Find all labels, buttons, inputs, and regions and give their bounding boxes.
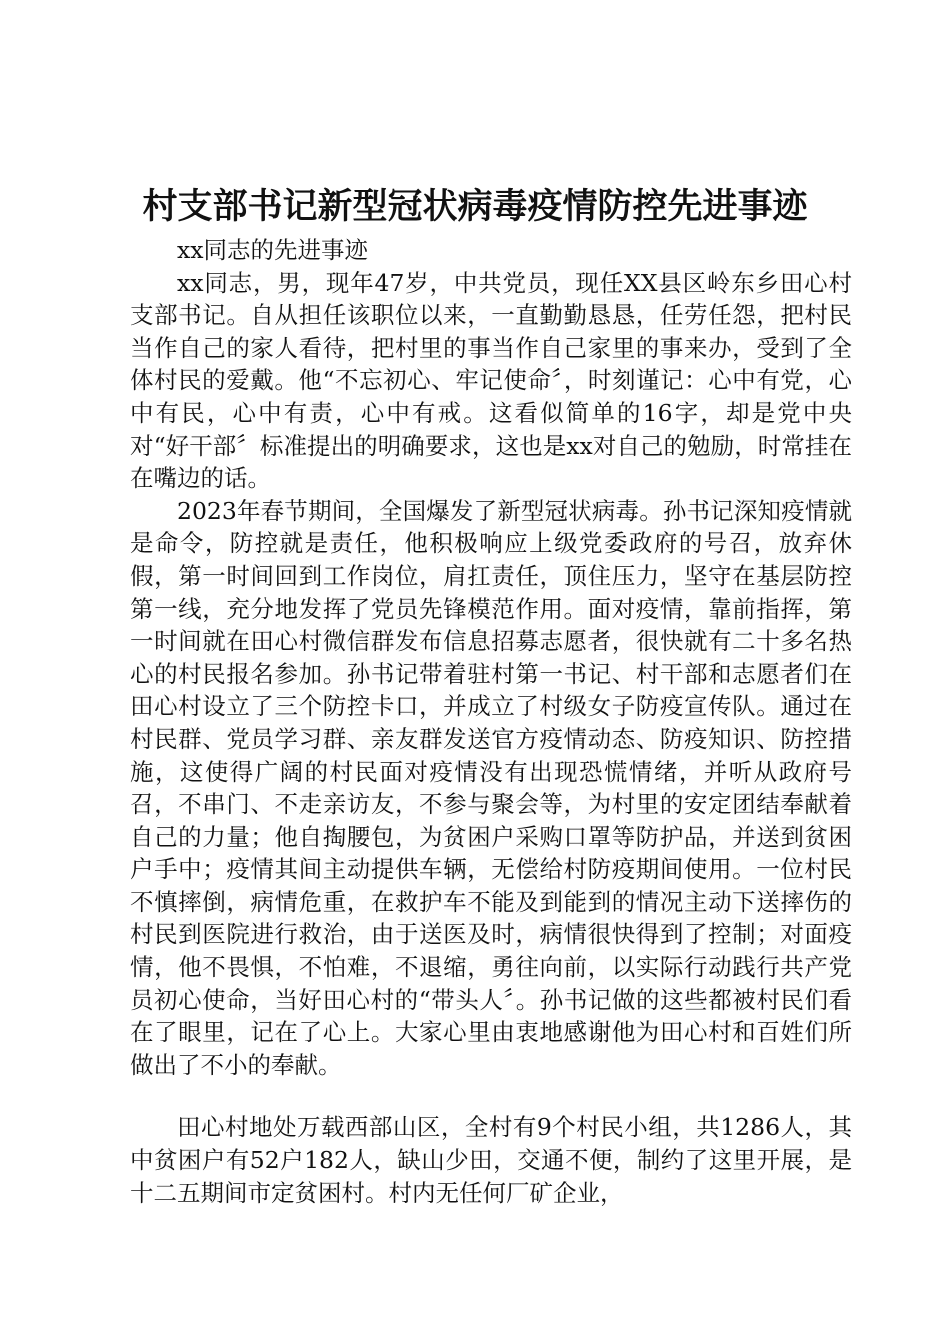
paragraph-subtitle: xx同志的先进事迹 xyxy=(177,236,369,264)
paragraph-epidemic-response: 2023年春节期间，全国爆发了新型冠状病毒。孙书记深知疫情就是命令，防控就是责任，他积极响应上级党委政府的号召，放弃休假，第一时间回到工作岗位，肩扛责任，顶住压力，坚守在基层防控第一线，充分地发挥了党员先锋模范作用。面对疫情，靠前指挥，第一时间就在田心村微信群发布信息招募志愿者，很快就有二十多名热心的村民报名参加。孙书记带着驻村第一书记、村干部和志愿者们在田心村设立了三个防控卡口，并成立了村级女子防疫宣传队。通过在村民群、党员学习群、亲友群发送官方疫情动态、防疫知识、防控措施，这使得广阔的村民面对疫情没有出现恐慌情绪，并听从政府号召，不串门、不走亲访友，不参与聚会等，为村里的安定团结奉献着自己的力量；他自掏腰包，为贫困户采购口罩等防护品，并送到贫困户手中；疫情其间主动提供车辆，无偿给村防疫期间使用。一位村民不慎摔倒，病情危重，在救护车不能及到能到的情况主动下送摔伤的村民到医院进行救治，由于送医及时，病情很快得到了控制；对面疫情，他不畏惧，不怕难，不退缩，勇往向前，以实际行动践行共产党员初心使命，当好田心村的“带头人〞。孙书记做的这些都被村民们看在了眼里，记在了心上。大家心里由衷地感谢他为田心村和百姓们所做出了不小的奉献。 xyxy=(130,496,852,1079)
document-body xyxy=(130,234,852,1209)
paragraph-village-background: 田心村地处万载西部山区，全村有9个村民小组，共1286人，其中贫困户有52户182人，缺山少田，交通不便，制约了这里开展，是十二五期间市定贫困村。村内无任何厂矿企业， xyxy=(130,1113,852,1207)
document-title: 村支部书记新型冠状病毒疫情防控先进事迹 xyxy=(142,186,808,227)
paragraph-introduction: xx同志，男，现年47岁，中共党员，现任XX县区岭东乡田心村支部书记。自从担任该职位以来，一直勤勤恳恳，任劳任怨，把村民当作自己的家人看待，把村里的事当作自己家里的事来办，受到了全体村民的爱戴。他“不忘初心、牢记使命〞，时刻谨记：心中有党，心中有民，心中有责，心中有戒。这看似简单的16字，却是党中央对“好干部〞标准提出的明确要求，这也是xx对自己的勉励，时常挂在在嘴边的话。 xyxy=(130,268,852,493)
